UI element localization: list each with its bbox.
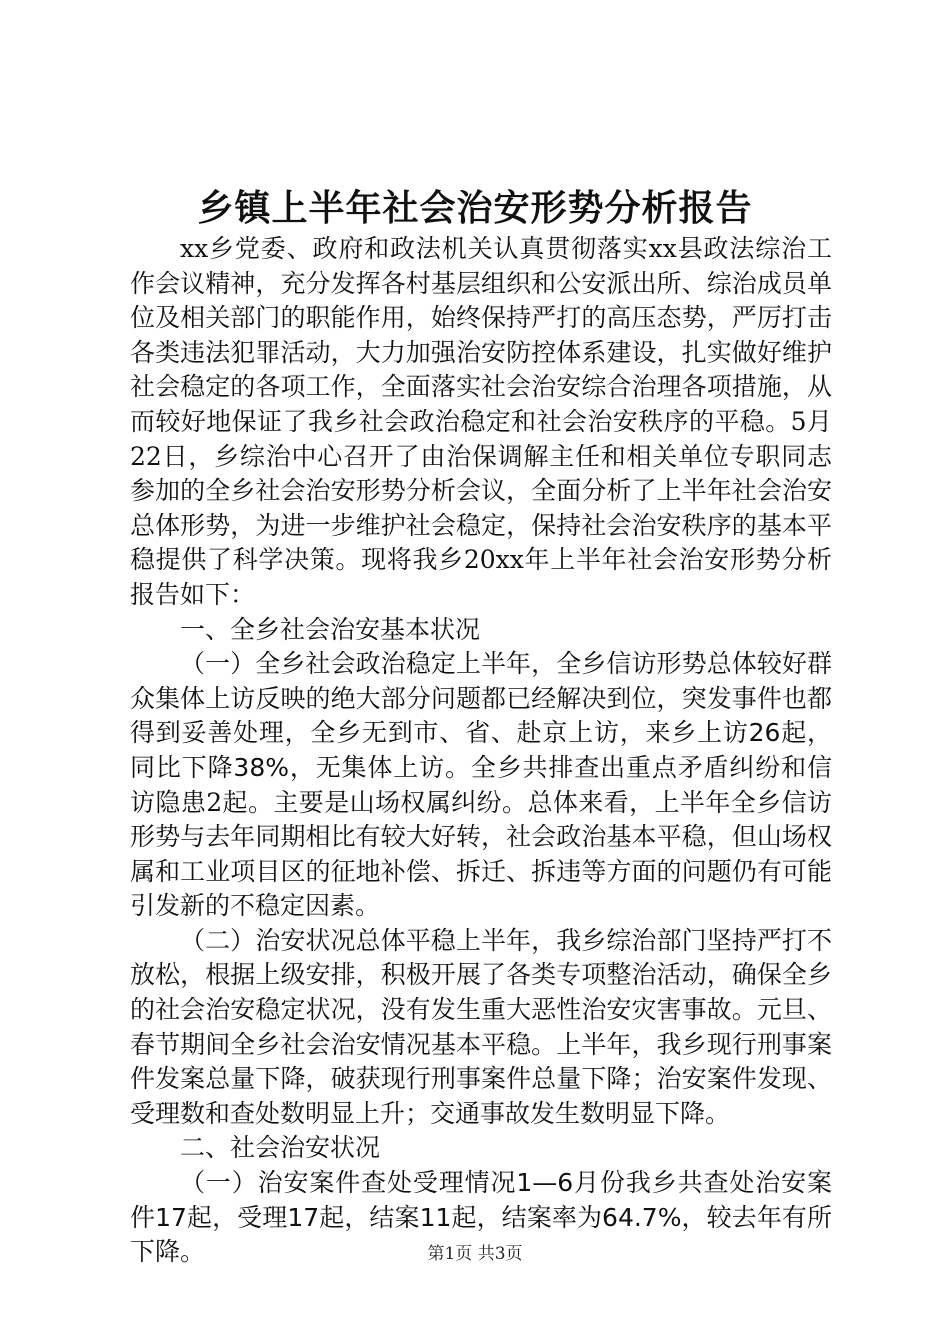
document-title: 乡镇上半年社会治安形势分析报告 xyxy=(197,188,753,229)
page-number-footer: 第1页 共3页 xyxy=(427,1244,523,1264)
section-2-paragraph-1-lead: （一）治安案件查处受理情况1—6月份我乡共查处治安案件17起，受理17起，结案11起，结案率为64.7%，较去年有所下降。 xyxy=(130,1168,832,1267)
section-2-heading: 二、社会治安状况 xyxy=(180,1133,381,1163)
section-1-paragraph-1-lead: （一）全乡社会政治稳定上半年，全乡信访形势总体较好群众集体上访反映的绝大部分问题都已经解决到位，突发事件也都得到妥善处理，全乡无到市、省、赴京上访，来乡上访26起，同比下降38%，无集体上访。 xyxy=(130,649,832,782)
section-1-paragraph-2-body: 元旦、春节期间全乡社会治安情况基本平稳。上半年，我乡现行刑事案件发案总量下降，破获现行刑事案件总量下降；治安案件发现、受理数和查处数明显上升；交通事故发生数明显下降。 xyxy=(130,995,832,1128)
document-body xyxy=(130,232,832,1270)
section-1-heading: 一、全乡社会治安基本状况 xyxy=(180,614,481,644)
intro-paragraph: xx乡党委、政府和政法机关认真贯彻落实xx县政法综治工作会议精神，充分发挥各村基层组织和公安派出所、综治成员单位及相关部门的职能作用，始终保持严打的高压态势，严厉打击各类违法犯罪活动，大力加强治安防控体系建设，扎实做好维护社会稳定的各项工作，全面落实社会治安综合治理各项措施，从而较好地保证了我乡社会政治稳定和社会治安秩序的平稳。5月22日，乡综治中心召开了由治保调解主任和相关单位专职同志参加的全乡社会治安形势分析会议，全面分析了上半年社会治安总体形势，为进一步维护社会稳定，保持社会治安秩序的基本平稳提供了科学决策。现将我乡20xx年上半年社会治安形势分析报告如下： xyxy=(130,234,832,609)
section-1-paragraph-2 xyxy=(130,924,832,1132)
section-1-paragraph-2-lead: （二）治安状况总体平稳上半年，我乡综治部门坚持严打不放松，根据上级安排，积极开展了各类专项整治活动，确保全乡的社会治安稳定状况，没有发生重大恶性治安灾害事故。 xyxy=(130,925,832,1025)
section-1-paragraph-1 xyxy=(130,647,832,924)
section-1-paragraph-1-body: 全乡共排查出重点矛盾纠纷和信访隐患2起。主要是山场权属纠纷。总体来看，上半年全乡信访形势与去年同期相比有较大好转，社会政治基本平稳，但山场权属和工业项目区的征地补偿、拆迁、拆违等方面的问题仍有可能引发新的不稳定因素。 xyxy=(130,752,832,921)
